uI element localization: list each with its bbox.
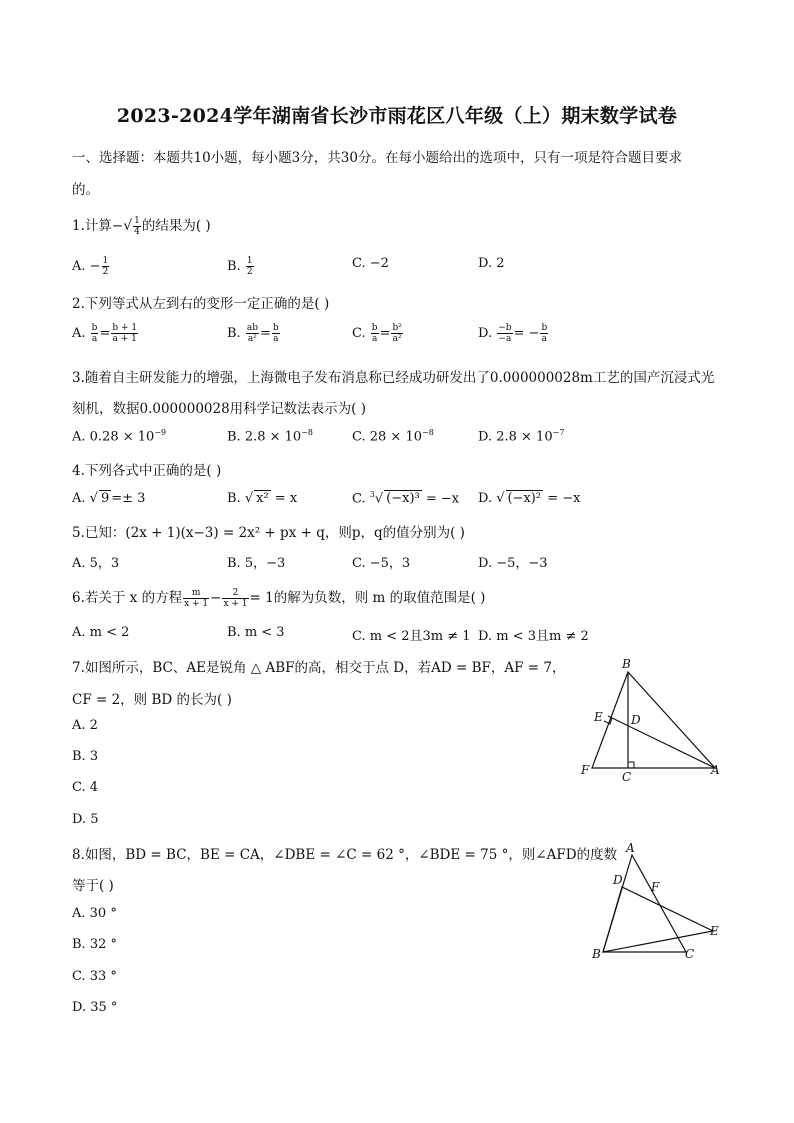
q1-option-c[interactable]: C. −2 bbox=[352, 256, 389, 271]
q7-option-c[interactable]: C. 4 bbox=[72, 780, 99, 795]
q3-option-a[interactable]: A. $0.28 \times 10^{-9}$ bbox=[72, 428, 167, 445]
question-5-stem: 5.已知：(2x + 1)(x−3) = 2x² + px + q，则p，q的值分别为( ) bbox=[72, 525, 465, 541]
right-angle-c bbox=[628, 762, 634, 768]
label-b: B bbox=[592, 947, 601, 961]
label-c: C bbox=[685, 947, 695, 961]
q2-option-c[interactable]: C. $\frac{b}{a}$ = $\frac{\text{b²}}{\text{a²}}$ bbox=[352, 323, 402, 344]
q2-option-d[interactable]: D. $\frac{-b}{-a}$ = − $\frac{b}{a}$ bbox=[478, 323, 548, 344]
label-a: A bbox=[711, 763, 720, 777]
label-d: D bbox=[631, 713, 641, 727]
q5-option-c[interactable]: C. −5，3 bbox=[352, 556, 411, 571]
label-e: E bbox=[594, 710, 603, 724]
question-4-stem: 4.下列各式中正确的是( ) bbox=[72, 463, 222, 479]
q8-option-a[interactable]: A. 30 ° bbox=[72, 906, 117, 921]
q1-option-d[interactable]: D. 2 bbox=[478, 256, 505, 271]
q4-option-a[interactable]: A. √ 9 =± 3 bbox=[72, 491, 146, 506]
page-title: 2023-2024学年湖南省长沙市雨花区八年级（上）期末数学试卷 bbox=[116, 105, 678, 127]
label-f: F bbox=[581, 763, 590, 777]
label-c: C bbox=[622, 770, 632, 784]
section-heading-cont: 的。 bbox=[72, 182, 99, 198]
question-7-stem: 7.如图所示，BC、AE是锐角 △ ABF的高，相交于点 D，若AD = BF，AF = 7， bbox=[72, 660, 566, 676]
label-a: A bbox=[626, 841, 635, 855]
q8-option-d[interactable]: D. 35 ° bbox=[72, 1000, 118, 1015]
q6-option-a[interactable]: A. m < 2 bbox=[72, 625, 130, 640]
q8-option-b[interactable]: B. 32 ° bbox=[72, 937, 117, 952]
q5-option-a[interactable]: A. 5，3 bbox=[72, 556, 120, 571]
label-f: F bbox=[651, 880, 660, 894]
q2-option-b[interactable]: B. $\frac{ab}{\text{a²}}$ = $\frac{b}{a}$ bbox=[227, 323, 279, 344]
q6-option-b[interactable]: B. m < 3 bbox=[227, 625, 285, 640]
q7-option-a[interactable]: A. 2 bbox=[72, 718, 98, 733]
q8-option-c[interactable]: C. 33 ° bbox=[72, 969, 117, 984]
q1-option-b[interactable]: B. $\frac{1}{2}$ bbox=[227, 256, 253, 277]
question-2-stem: 2.下列等式从左到右的变形一定正确的是( ) bbox=[72, 296, 330, 312]
q3-option-c[interactable]: C. $28 \times 10^{-8}$ bbox=[352, 428, 434, 445]
q4-option-d[interactable]: D. √ (−x)² = −x bbox=[478, 491, 581, 506]
q3-option-d[interactable]: D. $2.8 \times 10^{-7}$ bbox=[478, 428, 565, 445]
q5-option-d[interactable]: D. −5，−3 bbox=[478, 556, 548, 571]
label-e: E bbox=[710, 924, 719, 938]
question-1-stem: 1.计算−√ $\frac{1}{4}$ 的结果为( ) bbox=[72, 216, 211, 237]
triangle-abf bbox=[592, 672, 715, 768]
q7-option-d[interactable]: D. 5 bbox=[72, 812, 99, 827]
question-8-stem-cont: 等于( ) bbox=[72, 878, 114, 894]
question-3-stem-cont: 刻机，数据0.000000028用科学记数法表示为( ) bbox=[72, 401, 367, 417]
q4-option-c[interactable]: C. $^3$√ (−x)³ = −x bbox=[352, 490, 460, 507]
label-b: B bbox=[622, 657, 631, 671]
q2-option-a[interactable]: A. $\frac{b}{a}$ = $\frac{b + 1}{a + 1}$ bbox=[72, 323, 138, 344]
question-3-stem: 3.随着自主研发能力的增强，上海微电子发布消息称已经成功研发出了0.000000028m工艺的国产沉浸式光 bbox=[72, 370, 715, 386]
altitude-ae bbox=[608, 716, 715, 768]
q7-option-b[interactable]: B. 3 bbox=[72, 749, 99, 764]
q4-option-b[interactable]: B. √ x² = x bbox=[227, 491, 298, 506]
section-heading: 一、选择题：本题共10小题，每小题3分，共30分。在每小题给出的选项中，只有一项是符合题目要求 bbox=[72, 150, 682, 166]
q6-option-c[interactable]: C. m < 2且3m ≠ 1 bbox=[352, 629, 471, 644]
question-8-stem: 8.如图，BD = BC，BE = CA，∠DBE = ∠C = 62 °，∠BDE = 75 °，则∠AFD的度数 bbox=[72, 847, 618, 863]
q5-option-b[interactable]: B. 5，−3 bbox=[227, 556, 286, 571]
q1-option-a[interactable]: A. − $\frac{1}{2}$ bbox=[72, 256, 109, 277]
triangle-dbe bbox=[603, 887, 713, 952]
triangle-abc bbox=[603, 855, 686, 952]
q6-option-d[interactable]: D. m < 3且m ≠ 2 bbox=[478, 629, 589, 644]
question-6-stem: 6.若关于 x 的方程 $\frac{m}{x + 1}$ − $\frac{2}{x + 1}$ = 1的解为负数，则 m 的取值范围是( ) bbox=[72, 588, 486, 609]
q7-triangle-diagram bbox=[575, 650, 735, 785]
label-d: D bbox=[613, 873, 623, 887]
q8-triangle-diagram bbox=[585, 838, 735, 966]
question-7-stem-cont: CF = 2，则 BD 的长为( ) bbox=[72, 692, 232, 708]
q3-option-b[interactable]: B. $2.8 \times 10^{-8}$ bbox=[227, 428, 313, 445]
